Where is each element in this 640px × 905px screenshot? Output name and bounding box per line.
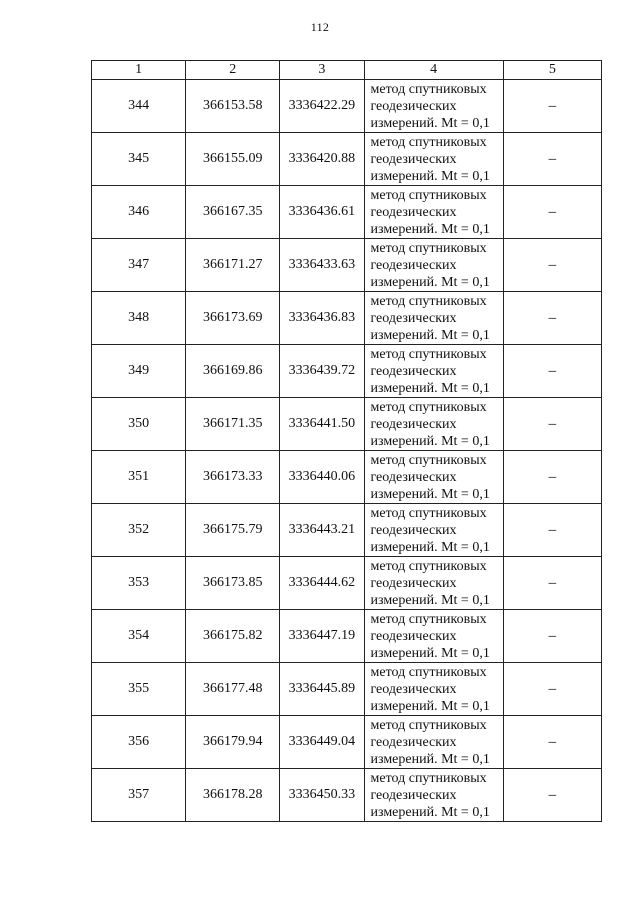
note-cell: – [503,504,601,557]
table-row [92,239,602,292]
point-number-cell: 353 [92,557,186,610]
header-col-3: 3 [280,61,364,80]
note-cell: – [503,186,601,239]
table-header-row [92,61,602,80]
table-body [92,80,602,822]
y-coordinate-cell: 3336445.89 [280,663,364,716]
method-cell [364,769,503,822]
method-line: метод спутниковых [370,664,487,680]
method-cell [364,716,503,769]
table-row [92,133,602,186]
y-coordinate-cell: 3336440.06 [280,451,364,504]
y-coordinate-cell: 3336449.04 [280,716,364,769]
method-line: измерений. Mt = 0,1 [370,751,490,767]
table-row [92,716,602,769]
method-line: геодезических [370,575,457,591]
note-cell: – [503,769,601,822]
method-line: измерений. Mt = 0,1 [370,221,490,237]
y-coordinate-cell: 3336436.83 [280,292,364,345]
method-line: геодезических [370,416,457,432]
note-cell: – [503,451,601,504]
point-number-cell: 352 [92,504,186,557]
table-row [92,557,602,610]
point-number-cell: 346 [92,186,186,239]
y-coordinate-cell: 3336420.88 [280,133,364,186]
table-row [92,398,602,451]
method-line: измерений. Mt = 0,1 [370,539,490,555]
method-line: метод спутниковых [370,770,487,786]
table-row [92,345,602,398]
header-col-2: 2 [186,61,280,80]
coordinates-table [91,60,602,822]
method-line: измерений. Mt = 0,1 [370,433,490,449]
method-line: геодезических [370,787,457,803]
table-row [92,663,602,716]
method-cell [364,398,503,451]
method-line: метод спутниковых [370,505,487,521]
point-number-cell: 356 [92,716,186,769]
x-coordinate-cell: 366173.33 [186,451,280,504]
header-col-5: 5 [503,61,601,80]
method-line: измерений. Mt = 0,1 [370,327,490,343]
point-number-cell: 344 [92,80,186,133]
method-line: геодезических [370,363,457,379]
y-coordinate-cell: 3336450.33 [280,769,364,822]
x-coordinate-cell: 366155.09 [186,133,280,186]
point-number-cell: 354 [92,610,186,663]
method-line: метод спутниковых [370,293,487,309]
method-line: метод спутниковых [370,717,487,733]
table-row [92,610,602,663]
point-number-cell: 357 [92,769,186,822]
method-line: геодезических [370,310,457,326]
method-line: геодезических [370,628,457,644]
method-line: измерений. Mt = 0,1 [370,115,490,131]
method-cell [364,345,503,398]
method-line: метод спутниковых [370,81,487,97]
x-coordinate-cell: 366175.79 [186,504,280,557]
x-coordinate-cell: 366171.35 [186,398,280,451]
note-cell: – [503,398,601,451]
method-line: метод спутниковых [370,240,487,256]
point-number-cell: 355 [92,663,186,716]
y-coordinate-cell: 3336441.50 [280,398,364,451]
method-line: измерений. Mt = 0,1 [370,592,490,608]
note-cell: – [503,292,601,345]
point-number-cell: 351 [92,451,186,504]
table-row [92,292,602,345]
y-coordinate-cell: 3336443.21 [280,504,364,557]
method-line: измерений. Mt = 0,1 [370,274,490,290]
method-cell [364,292,503,345]
method-cell [364,451,503,504]
x-coordinate-cell: 366178.28 [186,769,280,822]
note-cell: – [503,610,601,663]
note-cell: – [503,716,601,769]
method-line: метод спутниковых [370,134,487,150]
method-line: метод спутниковых [370,346,487,362]
method-line: измерений. Mt = 0,1 [370,380,490,396]
method-line: метод спутниковых [370,399,487,415]
x-coordinate-cell: 366153.58 [186,80,280,133]
y-coordinate-cell: 3336447.19 [280,610,364,663]
method-line: измерений. Mt = 0,1 [370,486,490,502]
method-cell [364,186,503,239]
method-line: геодезических [370,257,457,273]
method-line: измерений. Mt = 0,1 [370,168,490,184]
point-number-cell: 348 [92,292,186,345]
x-coordinate-cell: 366173.85 [186,557,280,610]
table-row [92,186,602,239]
method-line: геодезических [370,734,457,750]
table-row [92,451,602,504]
method-cell [364,610,503,663]
method-cell [364,663,503,716]
x-coordinate-cell: 366179.94 [186,716,280,769]
method-line: измерений. Mt = 0,1 [370,698,490,714]
x-coordinate-cell: 366169.86 [186,345,280,398]
method-cell [364,80,503,133]
y-coordinate-cell: 3336422.29 [280,80,364,133]
x-coordinate-cell: 366173.69 [186,292,280,345]
method-line: геодезических [370,681,457,697]
table-row [92,80,602,133]
note-cell: – [503,133,601,186]
note-cell: – [503,663,601,716]
method-cell [364,239,503,292]
note-cell: – [503,80,601,133]
method-line: геодезических [370,151,457,167]
method-cell [364,504,503,557]
method-line: измерений. Mt = 0,1 [370,804,490,820]
table-row [92,504,602,557]
method-line: геодезических [370,522,457,538]
header-col-1: 1 [92,61,186,80]
method-cell [364,133,503,186]
y-coordinate-cell: 3336436.61 [280,186,364,239]
point-number-cell: 347 [92,239,186,292]
method-line: метод спутниковых [370,452,487,468]
y-coordinate-cell: 3336433.63 [280,239,364,292]
x-coordinate-cell: 366177.48 [186,663,280,716]
point-number-cell: 349 [92,345,186,398]
note-cell: – [503,557,601,610]
note-cell: – [503,345,601,398]
method-line: геодезических [370,469,457,485]
method-line: геодезических [370,204,457,220]
method-line: метод спутниковых [370,187,487,203]
x-coordinate-cell: 366167.35 [186,186,280,239]
method-cell [364,557,503,610]
y-coordinate-cell: 3336439.72 [280,345,364,398]
page-number: 112 [310,20,330,34]
table-row [92,769,602,822]
note-cell: – [503,239,601,292]
x-coordinate-cell: 366175.82 [186,610,280,663]
point-number-cell: 350 [92,398,186,451]
method-line: измерений. Mt = 0,1 [370,645,490,661]
header-col-4: 4 [364,61,503,80]
method-line: метод спутниковых [370,611,487,627]
method-line: геодезических [370,98,457,114]
point-number-cell: 345 [92,133,186,186]
x-coordinate-cell: 366171.27 [186,239,280,292]
method-line: метод спутниковых [370,558,487,574]
y-coordinate-cell: 3336444.62 [280,557,364,610]
